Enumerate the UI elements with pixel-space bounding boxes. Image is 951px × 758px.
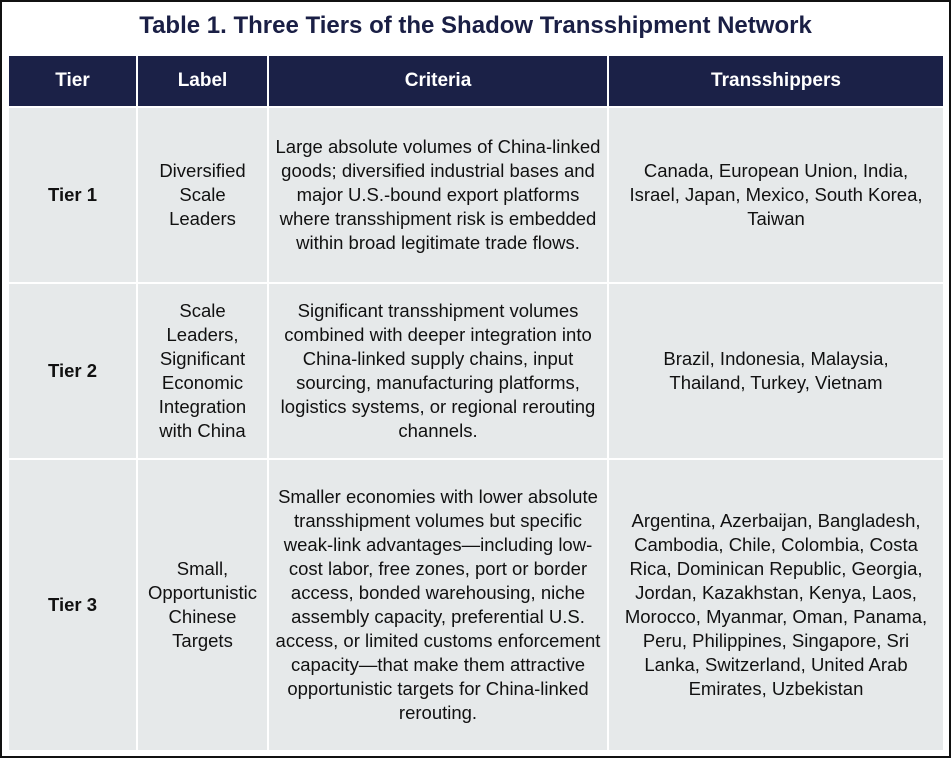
row-1-transshippers: Canada, European Union, India, Israel, Japan, Mexico, South Korea, Taiwan — [609, 108, 943, 282]
row-1-label: Diversified Scale Leaders — [138, 108, 267, 282]
row-1-tier: Tier 1 — [9, 108, 136, 282]
header-tier: Tier — [9, 56, 136, 106]
row-2-tier: Tier 2 — [9, 284, 136, 458]
row-3-label: Small, Opportunistic Chinese Targets — [138, 460, 267, 750]
header-label: Label — [138, 56, 267, 106]
row-3-tier: Tier 3 — [9, 460, 136, 750]
row-3-transshippers: Argentina, Azerbaijan, Bangladesh, Cambodia, Chile, Colombia, Costa Rica, Dominican Republic, Georgia, Jordan, Kazakhstan, Kenya, Laos, Morocco, Myanmar, Oman, Panama, Peru, Philippines, Singapore, Sri Lanka, Switzerland, United Arab Emirates, Uzbekistan — [609, 460, 943, 750]
table-title: Table 1. Three Tiers of the Shadow Transshipment Network — [139, 12, 812, 39]
tiers-table — [9, 56, 943, 750]
row-2-criteria: Significant transshipment volumes combined with deeper integration into China-linked supply chains, input sourcing, manufacturing platforms, logistics systems, or regional rerouting channels. — [269, 284, 607, 458]
header-transshippers: Transshippers — [609, 56, 943, 106]
row-3-criteria: Smaller economies with lower absolute transshipment volumes but specific weak-link advantages—including low-cost labor, free zones, port or border access, bonded warehousing, niche assembly capacity, preferential U.S. access, or limited customs enforcement capacity—that make them attractive opportunistic targets for China-linked rerouting. — [269, 460, 607, 750]
row-1-criteria: Large absolute volumes of China-linked goods; diversified industrial bases and major U.S.-bound export platforms where transshipment risk is embedded within broad legitimate trade flows. — [269, 108, 607, 282]
row-2-transshippers: Brazil, Indonesia, Malaysia, Thailand, Turkey, Vietnam — [609, 284, 943, 458]
row-2-label: Scale Leaders, Significant Economic Integration with China — [138, 284, 267, 458]
header-criteria: Criteria — [269, 56, 607, 106]
